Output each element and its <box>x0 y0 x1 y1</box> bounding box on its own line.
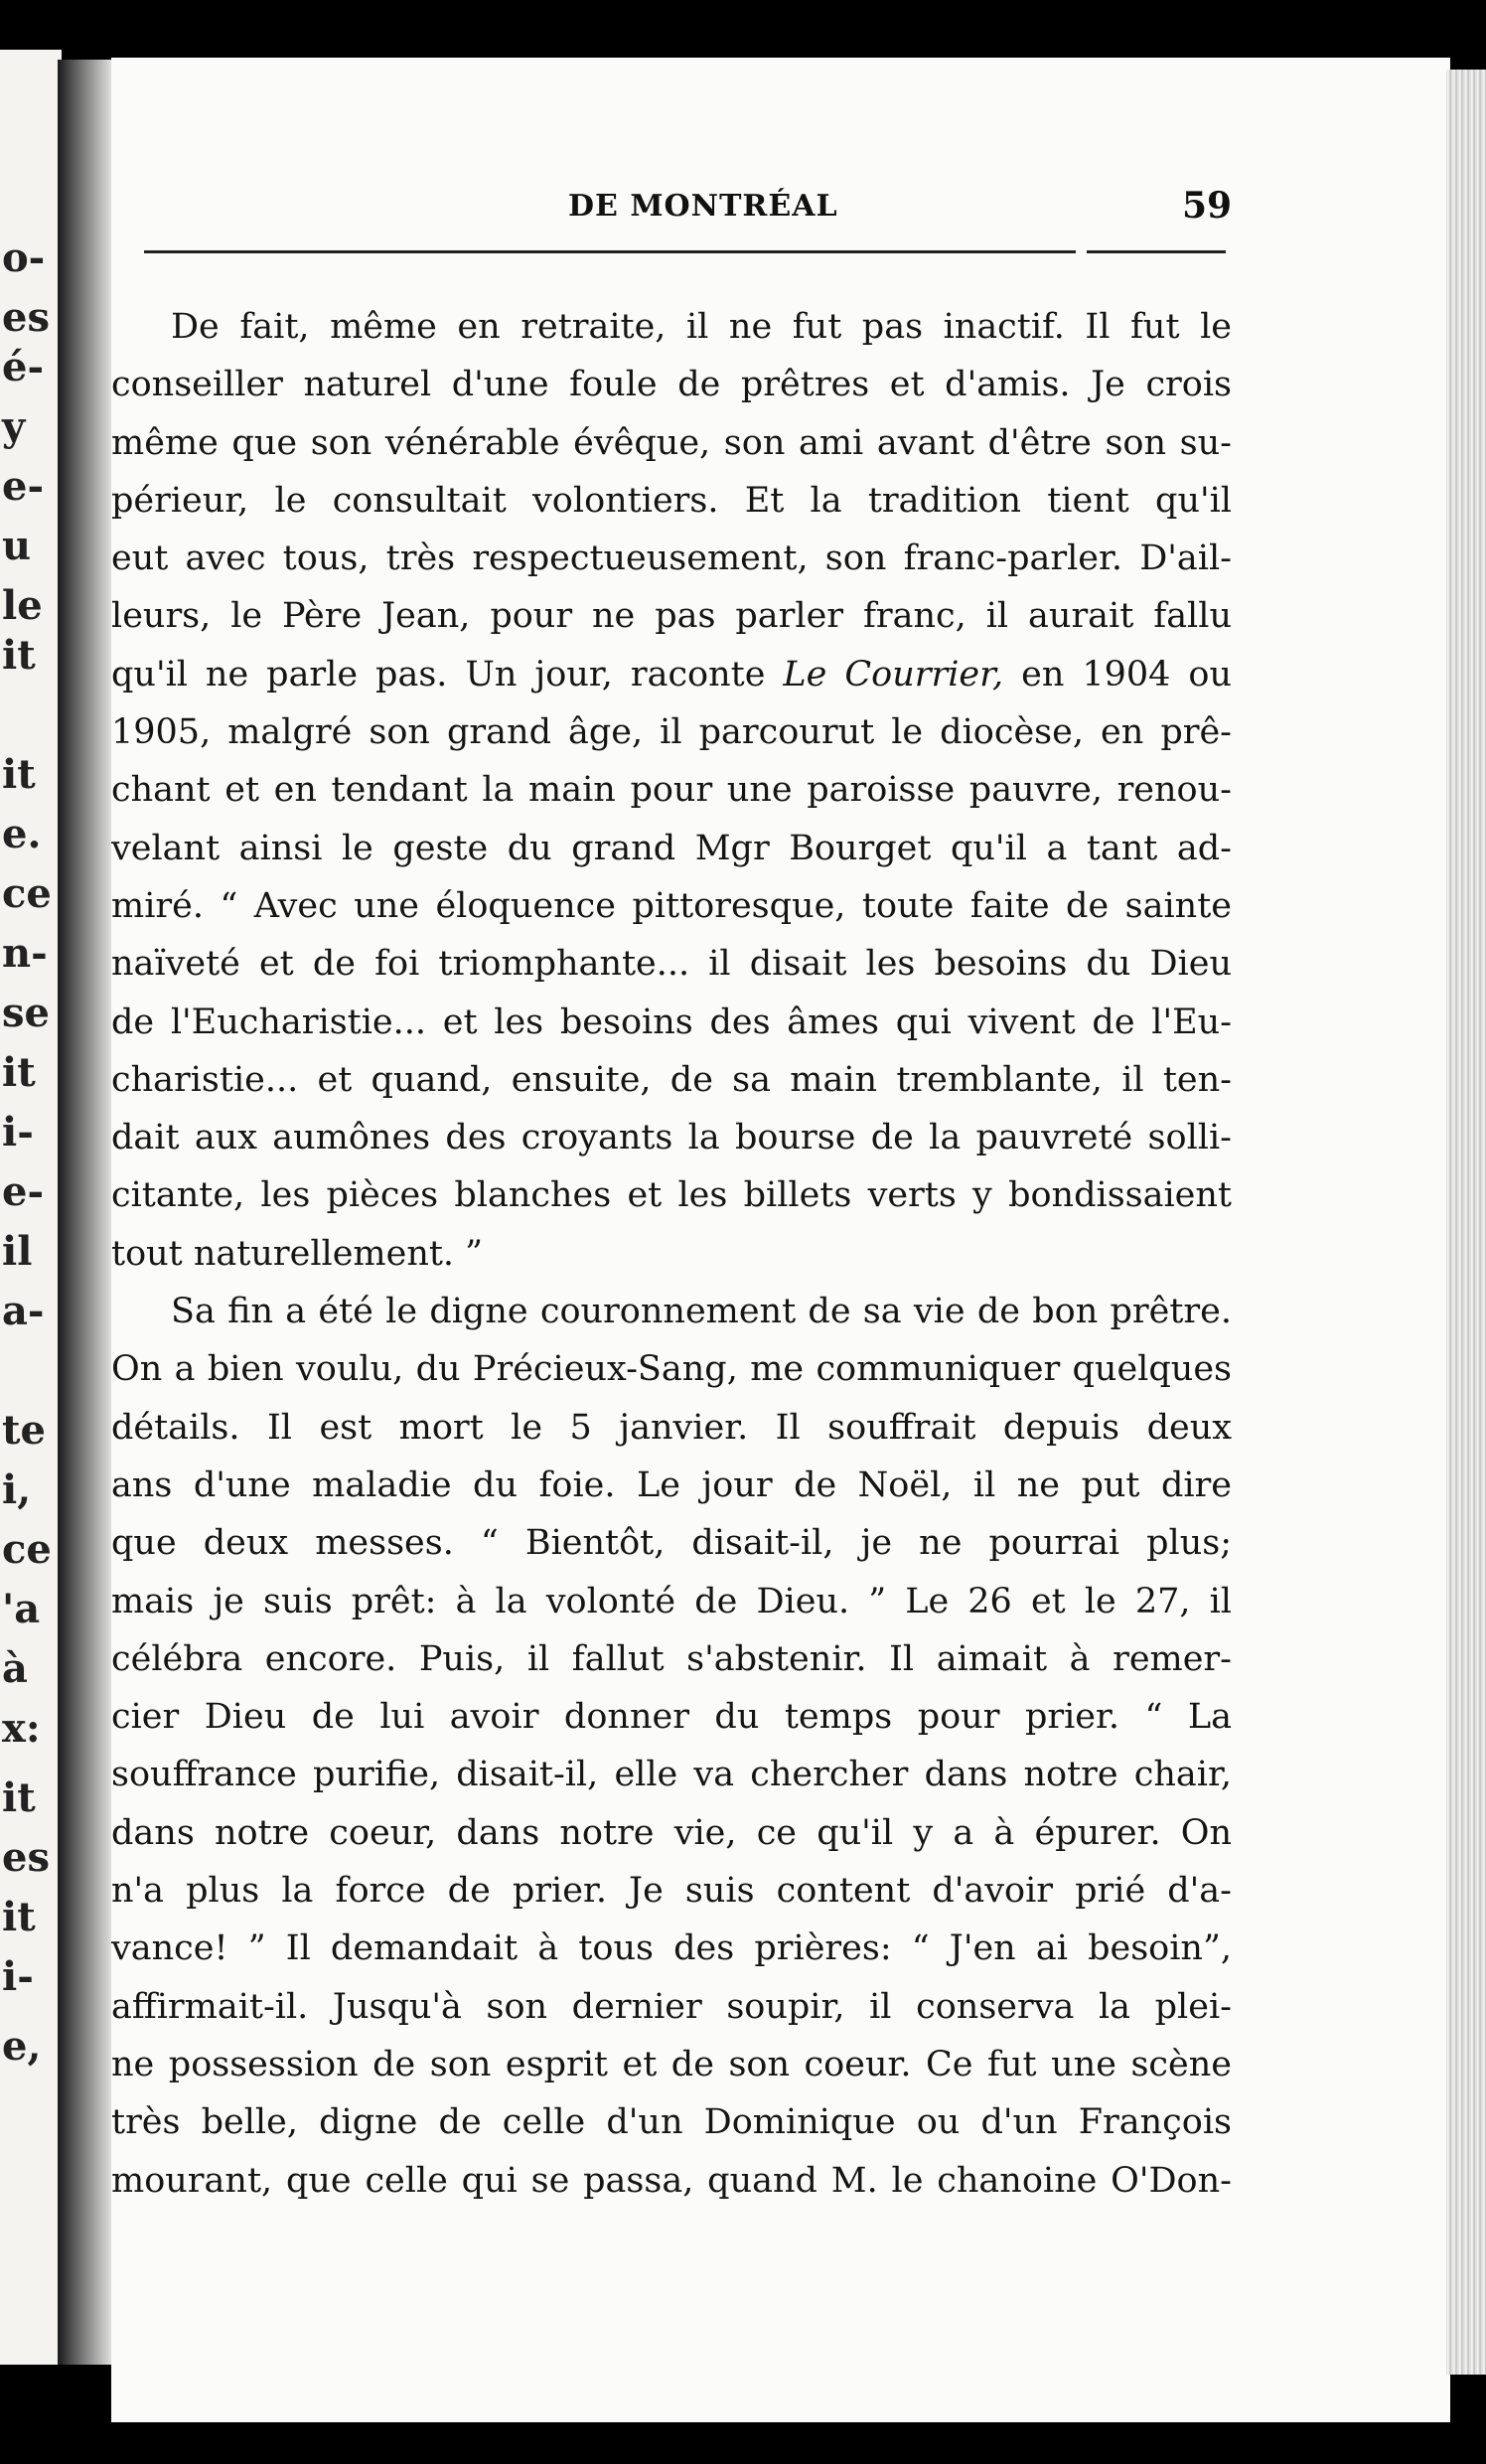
text-line: On a bien voulu, du Précieux-Sang, me communiquer quelques <box>111 1349 1232 1390</box>
facing-page-fragment: e, <box>2 2023 42 2070</box>
facing-page-fragment: à <box>2 1645 28 1692</box>
running-head: DE MONTRÉAL <box>568 189 838 224</box>
facing-page-fragment: it <box>2 751 36 798</box>
facing-page-fragment: es <box>2 294 50 341</box>
facing-page-fragment: le <box>2 582 43 629</box>
book-gutter <box>58 60 117 2365</box>
text-line: eut avec tous, très respectueusement, son franc-parler. D'ail- <box>111 539 1232 579</box>
page-edges <box>1446 70 1486 2375</box>
newspaper-title: Le Courrier, <box>783 654 1004 694</box>
text-line: miré. “ Avec une éloquence pittoresque, toute faite de sainte <box>111 885 1232 926</box>
facing-page-fragment: es <box>2 1834 50 1881</box>
text-line: Sa fin a été le digne couronnement de sa vie de bon prêtre. <box>171 1292 1232 1332</box>
text-line: 1905, malgré son grand âge, il parcourut le diocèse, en prê- <box>111 712 1232 753</box>
facing-page-fragment: e- <box>2 1168 45 1215</box>
text-line: dait aux aumônes des croyants la bourse de la pauvreté solli- <box>111 1118 1232 1158</box>
facing-page-fragment: se <box>2 990 50 1036</box>
header-rule-short <box>1087 250 1226 253</box>
facing-page-fragment: ce <box>2 870 52 917</box>
text-line: même que son vénérable évêque, son ami avant d'être son su- <box>111 422 1232 463</box>
text-line-with-title <box>111 646 1232 703</box>
body-text <box>111 298 1232 2210</box>
facing-page-fragment: it <box>2 632 36 679</box>
text-line: souffrance purifie, disait-il, elle va chercher dans notre chair, <box>111 1755 1232 1795</box>
text-line: de l'Eucharistie... et les besoins des âmes qui vivent de l'Eu- <box>111 1001 1232 1042</box>
text-line: citante, les pièces blanches et les billets verts y bondissaient <box>111 1175 1232 1216</box>
header-rule <box>144 250 1076 253</box>
text-segment: qu'il ne parle pas. Un jour, raconte <box>111 654 784 694</box>
text-segment: en 1904 ou <box>1003 654 1232 694</box>
text-line: tout naturellement. ” <box>111 1233 484 1274</box>
facing-page-fragment: e- <box>2 463 45 510</box>
facing-page-fragment: a- <box>2 1288 45 1334</box>
text-line: affirmait-il. Jusqu'à son dernier soupir, il conserva la plei- <box>111 1986 1232 2027</box>
facing-page-fragment: te <box>2 1407 46 1454</box>
facing-page-fragment: i, <box>2 1466 32 1513</box>
text-line: charistie... et quand, ensuite, de sa main tremblante, il ten- <box>111 1059 1232 1100</box>
facing-page-fragment: 'a <box>2 1586 41 1632</box>
facing-page-sliver <box>0 50 62 2365</box>
text-line: leurs, le Père Jean, pour ne pas parler franc, il aurait fallu <box>111 596 1232 637</box>
page-number: 59 <box>1182 185 1233 227</box>
text-line: chant et en tendant la main pour une paroisse pauvre, renou- <box>111 770 1232 811</box>
facing-page-fragment: é- <box>2 344 45 390</box>
text-line: très belle, digne de celle d'un Dominique ou d'un François <box>111 2102 1232 2143</box>
text-line: mais je suis prêt: à la volonté de Dieu. ” Le 26 et le 27, il <box>111 1581 1232 1621</box>
facing-page-fragment: it <box>2 1049 36 1096</box>
text-line: n'a plus la force de prier. Je suis content d'avoir prié d'a- <box>111 1871 1232 1912</box>
facing-page-fragment: x: <box>2 1705 41 1752</box>
facing-page-fragment: il <box>2 1228 33 1275</box>
text-line: vance! ” Il demandait à tous des prières: “ J'en ai besoin”, <box>111 1928 1232 1969</box>
facing-page-fragment: ce <box>2 1526 52 1573</box>
text-line: détails. Il est mort le 5 janvier. Il souffrait depuis deux <box>111 1407 1232 1448</box>
text-line: célébra encore. Puis, il fallut s'abstenir. Il aimait à remer- <box>111 1638 1232 1679</box>
facing-page-fragment: y <box>2 403 26 450</box>
text-line: De fait, même en retraite, il ne fut pas inactif. Il fut le <box>171 307 1232 347</box>
text-line: que deux messes. “ Bientôt, disait-il, je ne pourrai plus; <box>111 1523 1232 1564</box>
text-line: dans notre coeur, dans notre vie, ce qu'il y a à épurer. On <box>111 1812 1232 1853</box>
facing-page-fragment: o- <box>2 234 46 281</box>
text-line: cier Dieu de lui avoir donner du temps pour prier. “ La <box>111 1697 1232 1738</box>
text-line: périeur, le consultait volontiers. Et la tradition tient qu'il <box>111 480 1232 521</box>
facing-page-fragment: i- <box>2 1953 34 2000</box>
facing-page-fragment: it <box>2 1894 36 1940</box>
text-line: ans d'une maladie du foie. Le jour de Noël, il ne put dire <box>111 1464 1232 1505</box>
facing-page-fragment: e. <box>2 811 42 857</box>
facing-page-fragment: u <box>2 523 32 569</box>
facing-page-fragment: it <box>2 1774 36 1821</box>
facing-page-fragment: i- <box>2 1109 34 1155</box>
text-line: conseiller naturel d'une foule de prêtres et d'amis. Je crois <box>111 365 1232 405</box>
text-line: naïveté et de foi triomphante... il disait les besoins du Dieu <box>111 944 1232 985</box>
text-line: ne possession de son esprit et de son coeur. Ce fut une scène <box>111 2044 1232 2084</box>
facing-page-fragment: n- <box>2 930 48 977</box>
text-line: mourant, que celle qui se passa, quand M. le chanoine O'Don- <box>111 2160 1232 2201</box>
text-line: velant ainsi le geste du grand Mgr Bourget qu'il a tant ad- <box>111 828 1232 868</box>
